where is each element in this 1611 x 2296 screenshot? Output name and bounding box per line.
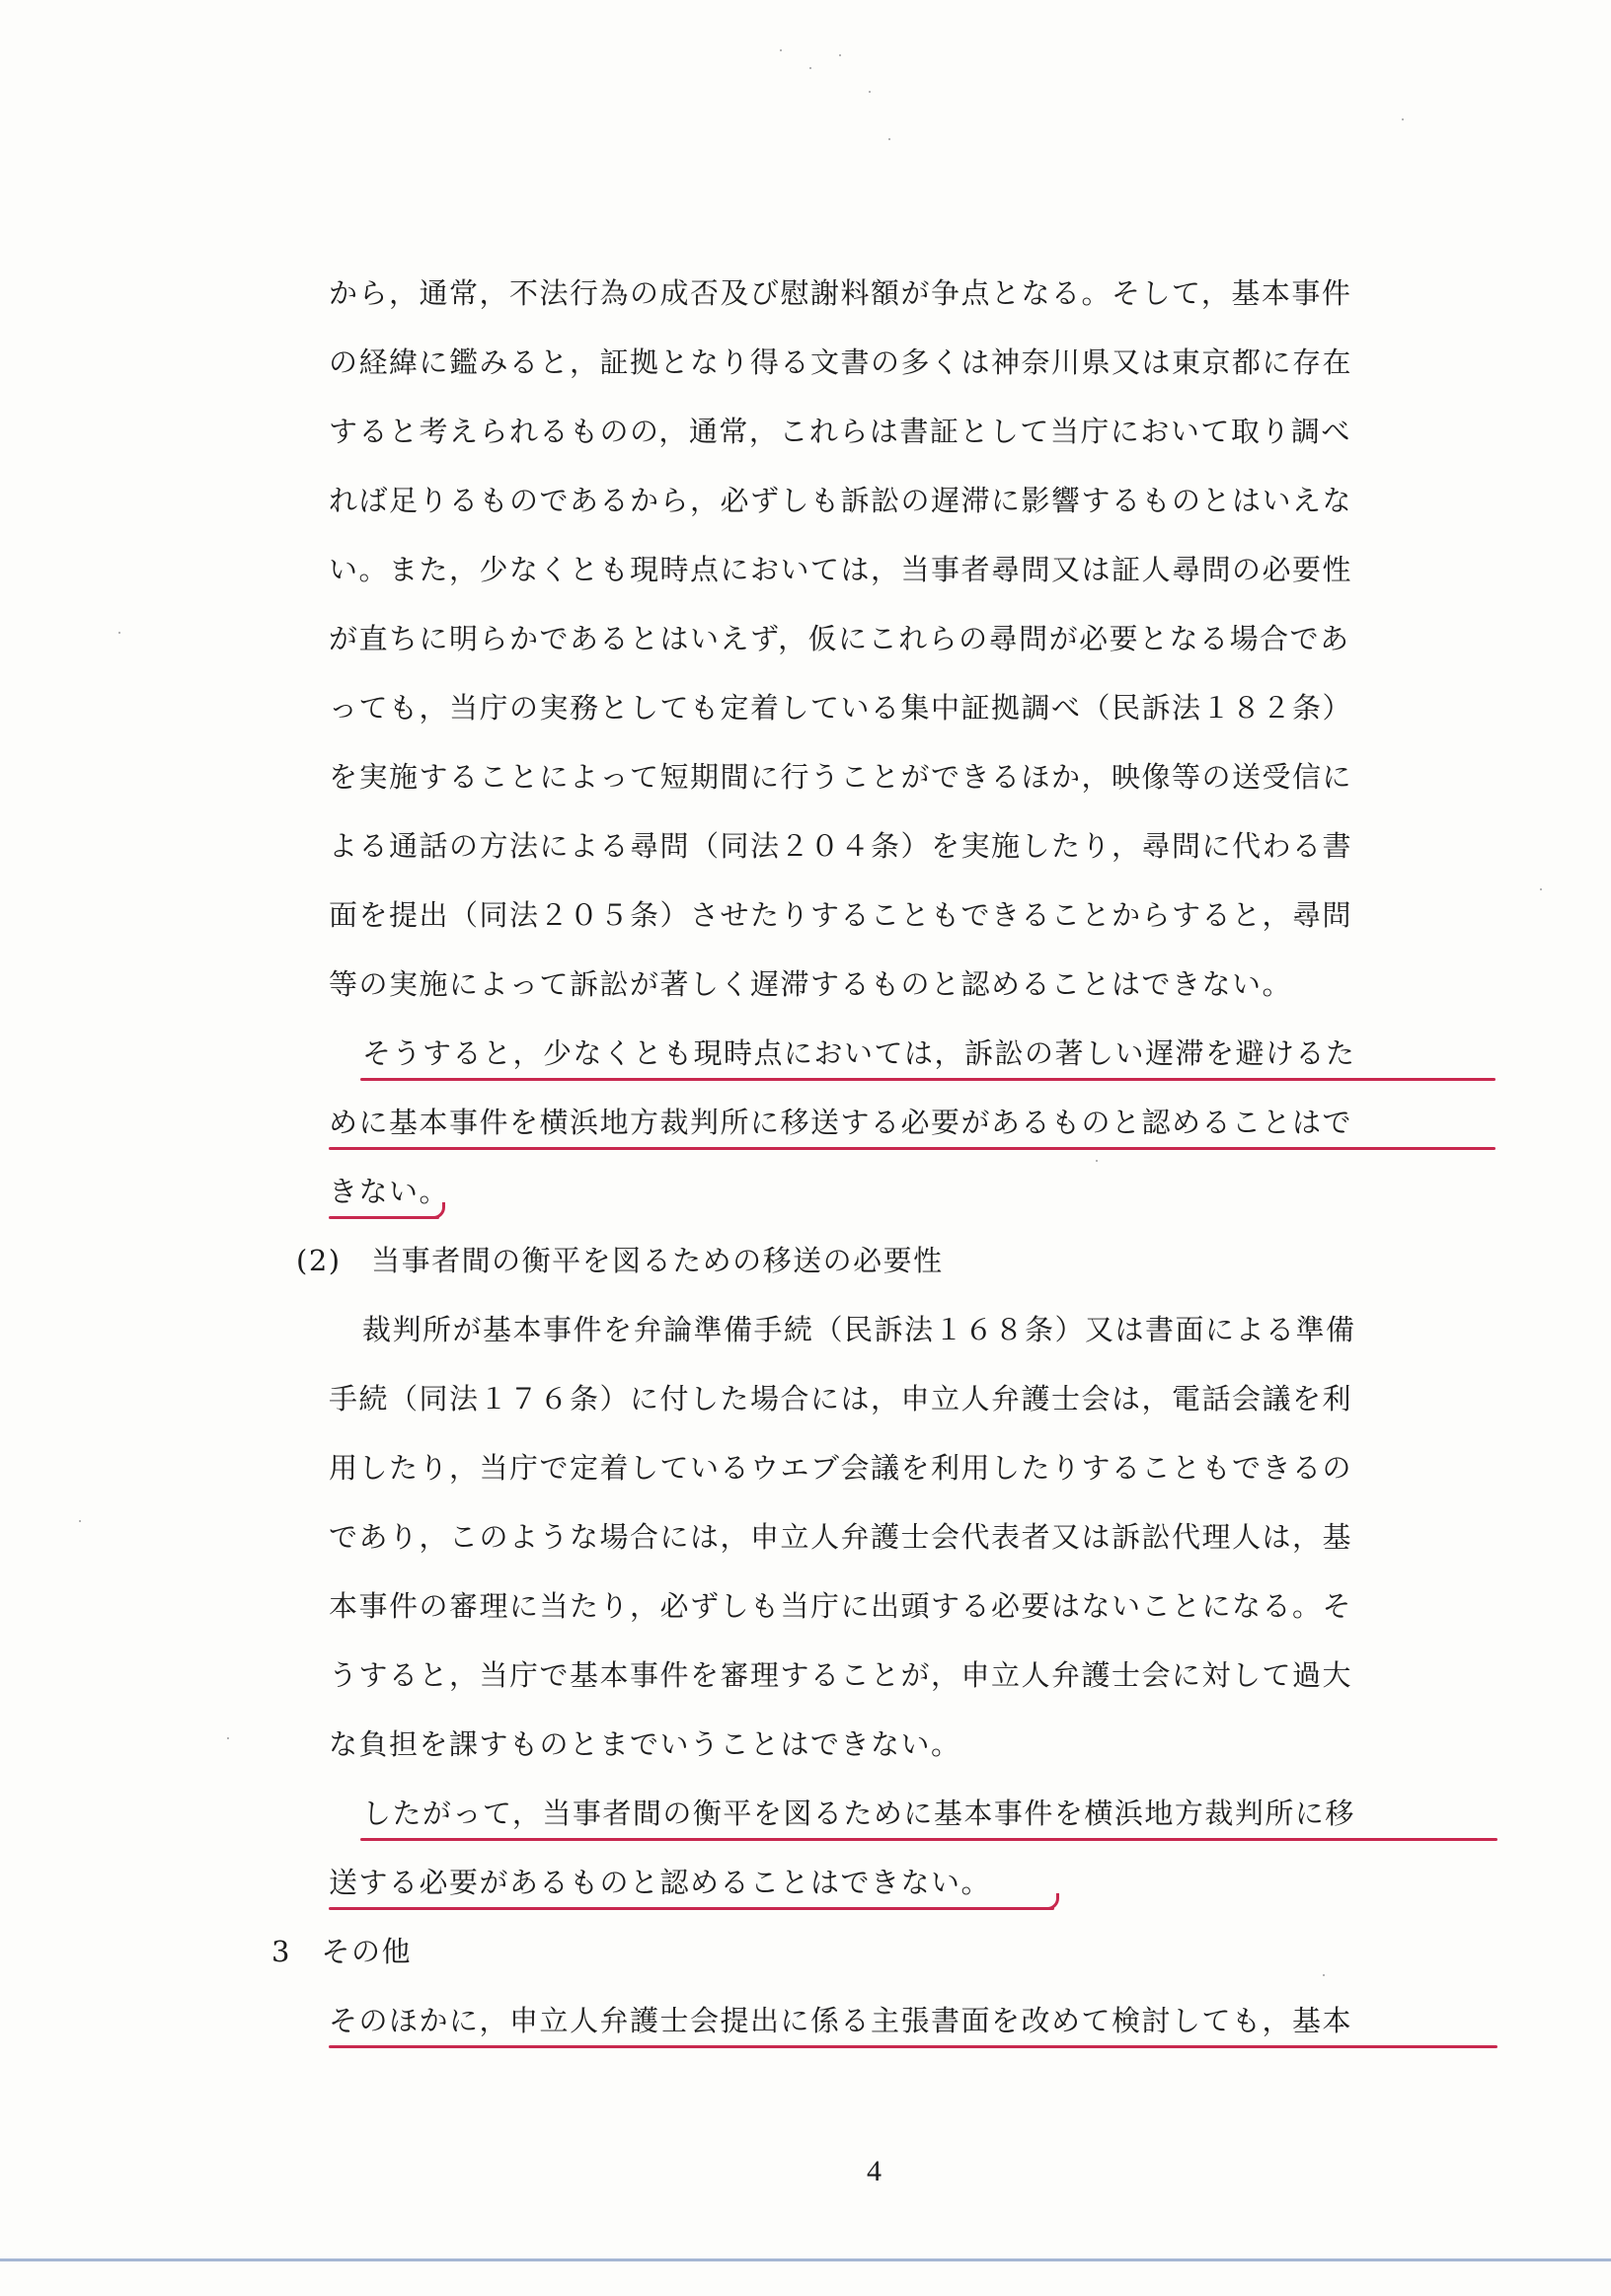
scan-speck [1096, 1160, 1098, 1162]
scan-speck [809, 67, 811, 69]
text-line-22: な負担を課すものとまでいうことはできない。 [329, 1727, 961, 1761]
text-line-17: 手続（同法１７６条）に付した場合には，申立人弁護士会は，電話会議を利 [329, 1382, 1353, 1416]
page-bottom-edge [0, 2258, 1611, 2261]
highlighted-line-6: そのほかに，申立人弁護士会提出に係る主張書面を改めて検討しても，基本 [329, 2004, 1353, 2037]
underline-hook-3 [424, 1202, 445, 1219]
page-number: 4 [867, 2155, 882, 2187]
text-line-11: 等の実施によって訴訟が著しく遅滞するものと認めることはできない。 [329, 967, 1293, 1001]
scan-speck [227, 1737, 229, 1739]
scan-speck [1540, 888, 1542, 890]
underline-1 [360, 1078, 1496, 1081]
text-line-8: を実施することによって短期間に行うことができるほか，映像等の送受信に [329, 760, 1353, 794]
text-line-21: うすると，当庁で基本事件を審理することが，申立人弁護士会に対して過大 [329, 1658, 1353, 1692]
text-line-20: 本事件の審理に当たり，必ずしも当庁に出頭する必要はないことになる。そ [329, 1589, 1353, 1623]
scan-speck [79, 1520, 81, 1522]
text-line-16: 裁判所が基本事件を弁論準備手続（民訴法１６８条）又は書面による準備 [362, 1313, 1356, 1346]
text-line-9: よる通話の方法による尋問（同法２０４条）を実施したり，尋問に代わる書 [329, 829, 1353, 863]
text-line-1: から，通常，不法行為の成否及び慰謝料額が争点となる。そして，基本事件 [329, 276, 1352, 310]
text-line-3: すると考えられるものの，通常，これらは書証として当庁において取り調べ [329, 415, 1351, 448]
underline-hook-5 [1038, 1893, 1059, 1910]
text-line-18: 用したり，当庁で定着しているウエブ会議を利用したりすることもできるの [329, 1451, 1353, 1485]
text-line-19: であり，このような場合には，申立人弁護士会代表者又は訴訟代理人は，基 [329, 1520, 1353, 1554]
text-line-4: れば足りるものであるから，必ずしも訴訟の遅滞に影響するものとはいえな [329, 484, 1353, 517]
section-heading-2: (2) 当事者間の衡平を図るための移送の必要性 [296, 1244, 944, 1277]
scan-speck [869, 91, 871, 93]
underline-6 [329, 2045, 1497, 2048]
scan-speck [118, 632, 120, 634]
highlighted-line-5: 送する必要があるものと認めることはできない。 [329, 1866, 992, 1899]
text-line-10: 面を提出（同法２０５条）させたりすることもできることからすると，尋問 [329, 898, 1353, 932]
highlighted-line-1: そうすると，少なくとも現時点においては，訴訟の著しい遅滞を避けるた [362, 1036, 1356, 1070]
scan-speck [1402, 118, 1404, 120]
section-heading-3: 3 その他 [271, 1935, 412, 1968]
underline-2 [329, 1147, 1496, 1150]
underline-5 [329, 1907, 1054, 1910]
highlighted-line-4: したがって，当事者間の衡平を図るために基本事件を横浜地方裁判所に移 [362, 1797, 1355, 1830]
highlighted-line-3: きない。 [329, 1175, 450, 1208]
scan-speck [839, 54, 841, 56]
underline-4 [360, 1838, 1497, 1841]
underline-3 [329, 1216, 439, 1219]
text-line-6: が直ちに明らかであるとはいえず，仮にこれらの尋問が必要となる場合であ [329, 622, 1350, 655]
text-line-5: い。また，少なくとも現時点においては，当事者尋問又は証人尋問の必要性 [329, 553, 1353, 586]
scan-speck [1323, 1974, 1325, 1976]
scan-speck [780, 49, 782, 51]
text-line-2: の経緯に鑑みると，証拠となり得る文書の多くは神奈川県又は東京都に存在 [329, 345, 1353, 379]
highlighted-line-2: めに基本事件を横浜地方裁判所に移送する必要があるものと認めることはで [329, 1106, 1353, 1139]
scan-speck [888, 138, 890, 140]
text-line-7: っても，当庁の実務としても定着している集中証拠調べ（民訴法１８２条） [329, 691, 1353, 725]
